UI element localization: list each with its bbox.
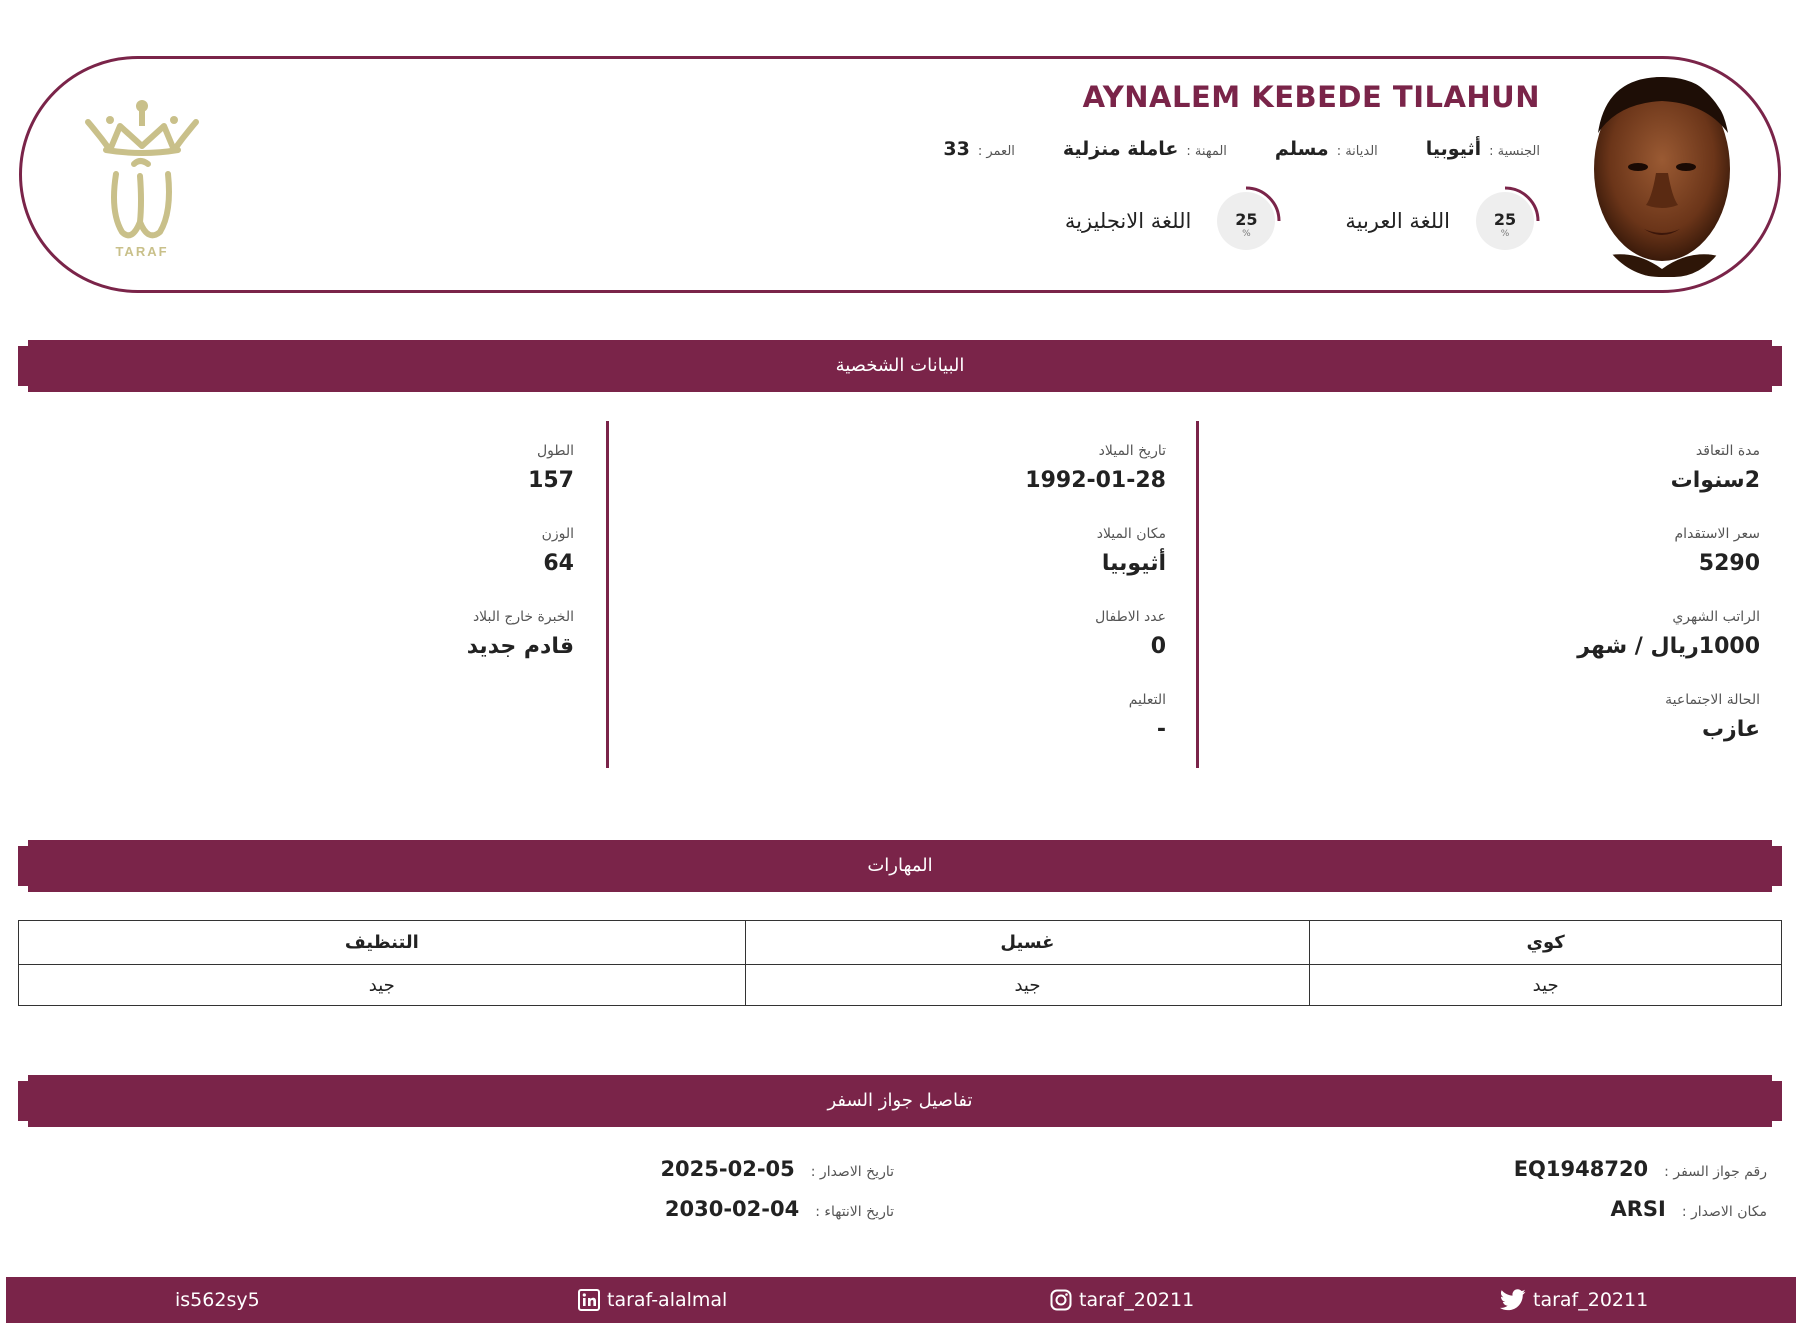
religion-value: مسلم: [1274, 138, 1329, 160]
percent-sign: %: [1500, 229, 1510, 239]
twitter-handle: taraf_20211: [1533, 1289, 1649, 1311]
language-percent: 25: [1493, 210, 1517, 229]
birth-place-field: [766, 523, 1166, 583]
field-value: عازب: [1701, 717, 1760, 742]
skills-header: المهارات: [28, 840, 1772, 892]
instagram-handle: taraf_20211: [1079, 1289, 1195, 1311]
footer-instagram-link[interactable]: [1050, 1277, 1194, 1323]
issue-place-field: [1610, 1197, 1767, 1221]
skill-level-cleaning: جيد: [19, 965, 746, 1006]
issue-place: ARSI: [1610, 1197, 1666, 1221]
footer-bar: [6, 1277, 1796, 1323]
worker-meta-row: [943, 138, 1540, 160]
field-value: 157: [528, 468, 574, 493]
issue-date: 2025-02-05: [660, 1157, 795, 1181]
worker-photo: [1586, 73, 1738, 277]
field-label: سعر الاستقدام: [1674, 526, 1760, 542]
skill-header-washing: غسيل: [745, 921, 1310, 965]
language-english: [1065, 186, 1281, 256]
profession-label: المهنة :: [1186, 144, 1227, 159]
personal-data-header: البيانات الشخصية: [28, 340, 1772, 392]
religion-field: [1275, 138, 1378, 160]
skill-header-cleaning: التنظيف: [19, 921, 746, 965]
linkedin-icon: [578, 1289, 600, 1311]
table-row: [19, 965, 1782, 1006]
skill-level-washing: جيد: [745, 965, 1310, 1006]
field-value: 64: [543, 551, 574, 576]
skills-table: [18, 920, 1782, 1006]
personal-column-3: [174, 440, 574, 689]
experience-abroad-field: [174, 606, 574, 666]
nationality-field: [1426, 138, 1540, 160]
language-gauge: [1470, 186, 1540, 256]
field-value: أثيوبيا: [1101, 551, 1166, 576]
language-percent: 25: [1235, 210, 1258, 229]
footer-linkedin-link[interactable]: [578, 1277, 727, 1323]
column-divider: [1196, 421, 1199, 768]
skill-level-ironing: جيد: [1310, 965, 1782, 1006]
field-label: عدد الاطفال: [1095, 609, 1166, 625]
field-value: -: [1156, 717, 1166, 742]
marital-status-field: [1360, 689, 1760, 749]
column-divider: [606, 421, 609, 768]
field-label: الراتب الشهري: [1672, 609, 1760, 625]
field-value: 5290: [1698, 551, 1760, 576]
profession-field: [1063, 138, 1227, 160]
field-value: 1000ريال / شهر: [1577, 634, 1760, 659]
passport-number: EQ1948720: [1513, 1157, 1649, 1181]
education-field: [766, 689, 1166, 749]
twitter-icon: [1500, 1289, 1526, 1311]
personal-column-2: [766, 440, 1166, 772]
issue-date-field: [660, 1157, 894, 1181]
passport-header: تفاصيل جواز السفر: [28, 1075, 1772, 1127]
linkedin-handle: taraf-alalmal: [607, 1289, 728, 1311]
language-arabic: [1345, 186, 1540, 256]
field-value: 1992-01-28: [1025, 468, 1166, 493]
skill-header-ironing: كوي: [1310, 921, 1782, 965]
field-value: 2سنوات: [1670, 468, 1760, 493]
field-label: رقم جواز السفر :: [1664, 1164, 1767, 1180]
language-skills-row: [1065, 186, 1540, 256]
field-label: الخبرة خارج البلاد: [472, 609, 574, 625]
field-label: التعليم: [1128, 692, 1166, 708]
profession-value: عاملة منزلية: [1062, 138, 1179, 160]
field-label: الوزن: [541, 526, 574, 542]
crown-logo-icon: [82, 92, 202, 262]
recruitment-price-field: [1360, 523, 1760, 583]
birth-date-field: [766, 440, 1166, 500]
age-value: 33: [943, 138, 970, 160]
taraf-logo: [82, 92, 202, 262]
language-name: اللغة العربية: [1345, 209, 1450, 233]
field-label: مكان الميلاد: [1096, 526, 1166, 542]
nationality-label: الجنسية :: [1489, 144, 1540, 159]
field-value: 0: [1150, 634, 1166, 659]
field-label: مدة التعاقد: [1695, 443, 1760, 459]
worker-name: AYNALEM KEBEDE TILAHUN: [1082, 80, 1540, 114]
religion-label: الديانة :: [1336, 144, 1378, 159]
language-name: اللغة الانجليزية: [1064, 209, 1192, 233]
language-gauge: [1211, 186, 1281, 256]
instagram-icon: [1050, 1289, 1072, 1311]
field-value: قادم جديد: [466, 634, 574, 659]
weight-field: [174, 523, 574, 583]
logo-text: TARAF: [115, 244, 169, 259]
height-field: [174, 440, 574, 500]
contract-duration-field: [1360, 440, 1760, 500]
field-label: الحالة الاجتماعية: [1665, 692, 1760, 708]
field-label: تاريخ الميلاد: [1098, 443, 1166, 459]
footer-code: [175, 1277, 260, 1323]
percent-sign: %: [1242, 229, 1251, 239]
age-field: [943, 138, 1015, 160]
field-label: تاريخ الاصدار :: [810, 1164, 894, 1180]
age-label: العمر :: [977, 144, 1015, 159]
personal-column-1: [1360, 440, 1760, 772]
table-row: [19, 921, 1782, 965]
passport-number-field: [1514, 1157, 1767, 1181]
expiry-date: 2030-02-04: [664, 1197, 800, 1221]
children-count-field: [766, 606, 1166, 666]
field-label: الطول: [536, 443, 574, 459]
field-label: مكان الاصدار :: [1681, 1204, 1767, 1220]
nationality-value: أثيوبيا: [1425, 138, 1482, 160]
field-label: تاريخ الانتهاء :: [815, 1204, 894, 1220]
footer-twitter-link[interactable]: [1500, 1277, 1648, 1323]
profile-code: is562sy5: [175, 1289, 260, 1311]
expiry-date-field: [665, 1197, 894, 1221]
monthly-salary-field: [1360, 606, 1760, 666]
